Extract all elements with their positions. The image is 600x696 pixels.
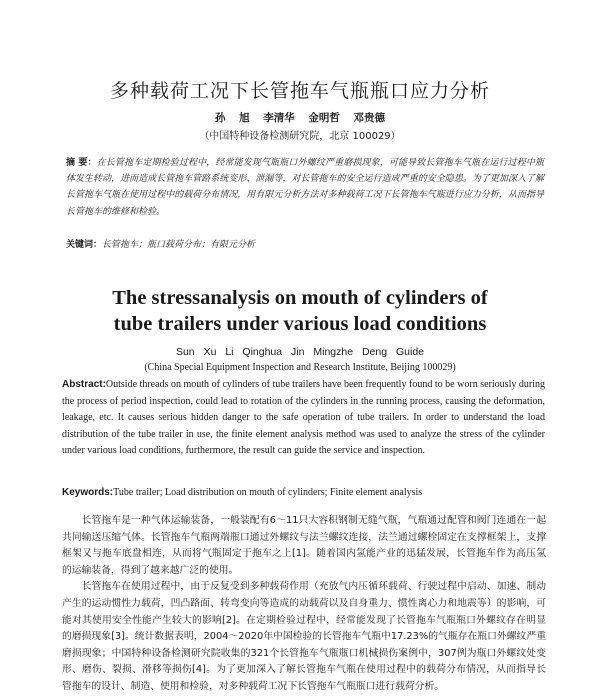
chinese-keywords-text: 长管拖车；瓶口载荷分布；有限元分析 (102, 240, 256, 250)
english-title-line-2: tube trailers under various load conditions (113, 313, 487, 335)
chinese-abstract-label: 摘 要： (66, 158, 97, 168)
english-authors: Sun Xu Li Qinghua Jin Mingzhe Deng Guide (175, 346, 425, 358)
body-paragraph: 长管拖车在使用过程中，由于反复受到多种载荷作用（充放气内压循环载荷、行驶过程中启动、加速、制动产生的运动惯性力载荷，凹凸路面、转弯变向等造成的动载荷以及自身重力、惯性离心力和地震等）的影响，可能对其使用安全性能产生较大的影响[2]。在定期检验过程中，经常能发现了长管拖车气瓶瓶口外螺纹存在明显的磨损现象[3]。统计数据表明，2004～2020年中国检验的长管拖车气瓶中17.23%的气瓶存在瓶口外螺纹严重磨损现象；中国特种设备检测研究院收集的321个长管拖车气瓶瓶口机械损伤案例中，307例为瓶口外螺纹处变形、磨伤、裂损、滑移等损伤[4]。为了更加深入了解长管拖车气瓶在使用过程中的载荷分布情况，从而指导长管拖车的设计、制造、使用和检验，对多种载荷工况下长管拖车气瓶瓶口进行载荷分析。 (62, 581, 546, 692)
english-title (0, 285, 600, 337)
chinese-affiliation: （中国特种设备检测研究院，北京 100029） (199, 131, 401, 142)
chinese-abstract-text: 在长管拖车定期检验过程中，经常能发现气瓶瓶口外螺纹严重磨损现象，可能导致长管拖车气瓶在运行过程中瓶体发生转动，进而造成长管拖车管路系统变形、泄漏等，对长管拖车的安全运行造成严重的安全隐患。为了更加深入了解长管拖车气瓶在使用过程中的载荷分布情况，用有限元分析方法对多种载荷工况下长管拖车气瓶进行应力分析，从而指导长管拖车的维修和检验。 (66, 158, 544, 217)
chinese-keywords-label: 关键词： (66, 240, 103, 250)
english-affiliation: (China Special Equipment Inspection and Research Institute, Beijing 100029) (144, 362, 456, 373)
english-keywords (62, 487, 545, 498)
chinese-keywords (66, 237, 544, 250)
english-keywords-label: Keywords: (62, 487, 114, 498)
english-abstract-text: Outside threads on mouth of cylinders of tube trailers have been frequently found to be worn seriously during the process of period inspection, could lead to rotation of the cylinders in the running process, causing the deformation, leakage, etc. It causes serious hidden danger to the safe operation of tube trailers. In order to understand the load distribution of the tube trailer in use, the finite element analysis method was used to analyze the stress of the cylinder under various load conditions, furthermore, the result can guide the service and inspection. (62, 379, 545, 456)
body-paragraph: 长管拖车是一种气体运输装备，一般装配有6～11只大容积钢制无缝气瓶，气瓶通过配管和阀门连通在一起共同输送压缩气体。长管拖车气瓶两端瓶口通过外螺纹与法兰螺纹连接，法兰通过螺栓固定在支撑框架上，支撑框架又与拖车底盘相连，从而将气瓶固定于拖车之上[1]。随着国内氢能产业的迅猛发展，长管拖车作为高压氢的运输装备，得到了越来越广泛的使用。 (62, 515, 546, 576)
chinese-authors: 孙 旭 李清华 金明哲 邓贵德 (214, 112, 386, 124)
chinese-title: 多种载荷工况下长管拖车气瓶瓶口应力分析 (109, 80, 490, 102)
body-text (62, 513, 546, 696)
english-abstract-label: Abstract: (62, 379, 106, 390)
english-abstract (62, 377, 545, 460)
english-keywords-text: Tube trailer; Load distribution on mouth of cylinders; Finite element analysis (113, 487, 423, 498)
english-title-line-1: The stressanalysis on mouth of cylinders of (112, 287, 488, 309)
chinese-abstract (66, 155, 544, 220)
